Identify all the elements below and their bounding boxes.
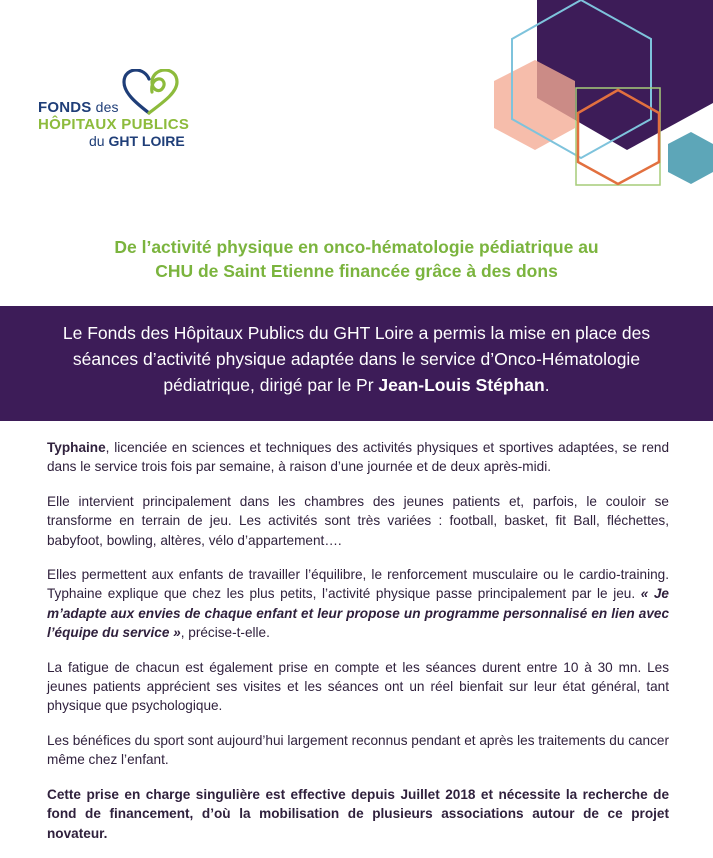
paragraph-5: Les bénéfices du sport sont aujourd’hui largement reconnus pendant et après les traitements du cancer même chez l’enfant.	[47, 732, 669, 768]
paragraph-4: La fatigue de chacun est également prise en compte et les séances durent entre 10 à 30 mn. Les jeunes patients apprécient ses visites et les séances ont un réel bienfait sur leur état général, tant physique que psychologique.	[47, 659, 669, 714]
logo-ght-loire: GHT LOIRE	[108, 133, 185, 149]
title-line-1: De l’activité physique en onco-hématologie pédiatrique au	[114, 237, 599, 257]
paragraph-1-text: , licenciée en sciences et techniques des activités physiques et sportives adaptées, se rend dans le service trois fois par semaine, à raison d’une journée et de deux après-midi.	[47, 440, 669, 475]
page-title	[0, 235, 713, 283]
paragraph-3-text: Elles permettent aux enfants de travailler l’équilibre, le renforcement musculaire ou le cardio-training. Typhaine explique que chez les plus petits, l’activité physique passe principalement par le jeu.	[47, 567, 669, 602]
logo-fonds: FONDS	[38, 99, 92, 116]
banner-line-3	[0, 372, 713, 398]
fonds-hopitaux-logo	[30, 65, 200, 155]
banner-line-3-end: .	[544, 375, 550, 395]
teal-hexagon-shape	[668, 132, 713, 184]
paragraph-1	[47, 438, 669, 477]
logo-du: du	[89, 133, 109, 149]
banner-line-3-text: pédiatrique, dirigé par le Pr	[163, 375, 379, 395]
name-typhaine: Typhaine	[47, 440, 106, 455]
logo-des: des	[91, 99, 119, 115]
paragraph-2: Elle intervient principalement dans les chambres des jeunes patients et, parfois, le couloir se transforme en terrain de jeu. Les activités sont très variées : football, basket, fit Ball, fléchettes, babyfoot, bowling, altères, vélo d’appartement….	[47, 493, 669, 548]
logo-hopitaux-publics: HÔPITAUX PUBLICS	[38, 116, 190, 133]
quote: « Je m’adapte aux envies de chaque enfant et leur propose un programme personnalisé en lien avec l’équipe du service »	[47, 586, 669, 641]
article-body	[47, 438, 669, 858]
paragraph-6-conclusion: Cette prise en charge singulière est effective depuis Juillet 2018 et nécessite la recherche de fond de financement, d’où la mobilisation de plusieurs associations autour de ce projet novateur.	[47, 786, 669, 841]
logo-wordmark	[38, 99, 189, 150]
banner-line-1: Le Fonds des Hôpitaux Publics du GHT Loire a permis la mise en place des	[62, 323, 651, 343]
banner-line-2: séances d’activité physique adaptée dans le service d’Onco-Hématologie	[72, 349, 641, 369]
paragraph-3	[47, 565, 669, 643]
intro-banner	[0, 306, 713, 421]
professor-name: Jean-Louis Stéphan	[378, 375, 545, 395]
paragraph-3-end: , précise-t-elle.	[180, 625, 270, 641]
title-line-2: CHU de Saint Etienne financée grâce à des dons	[155, 261, 558, 281]
